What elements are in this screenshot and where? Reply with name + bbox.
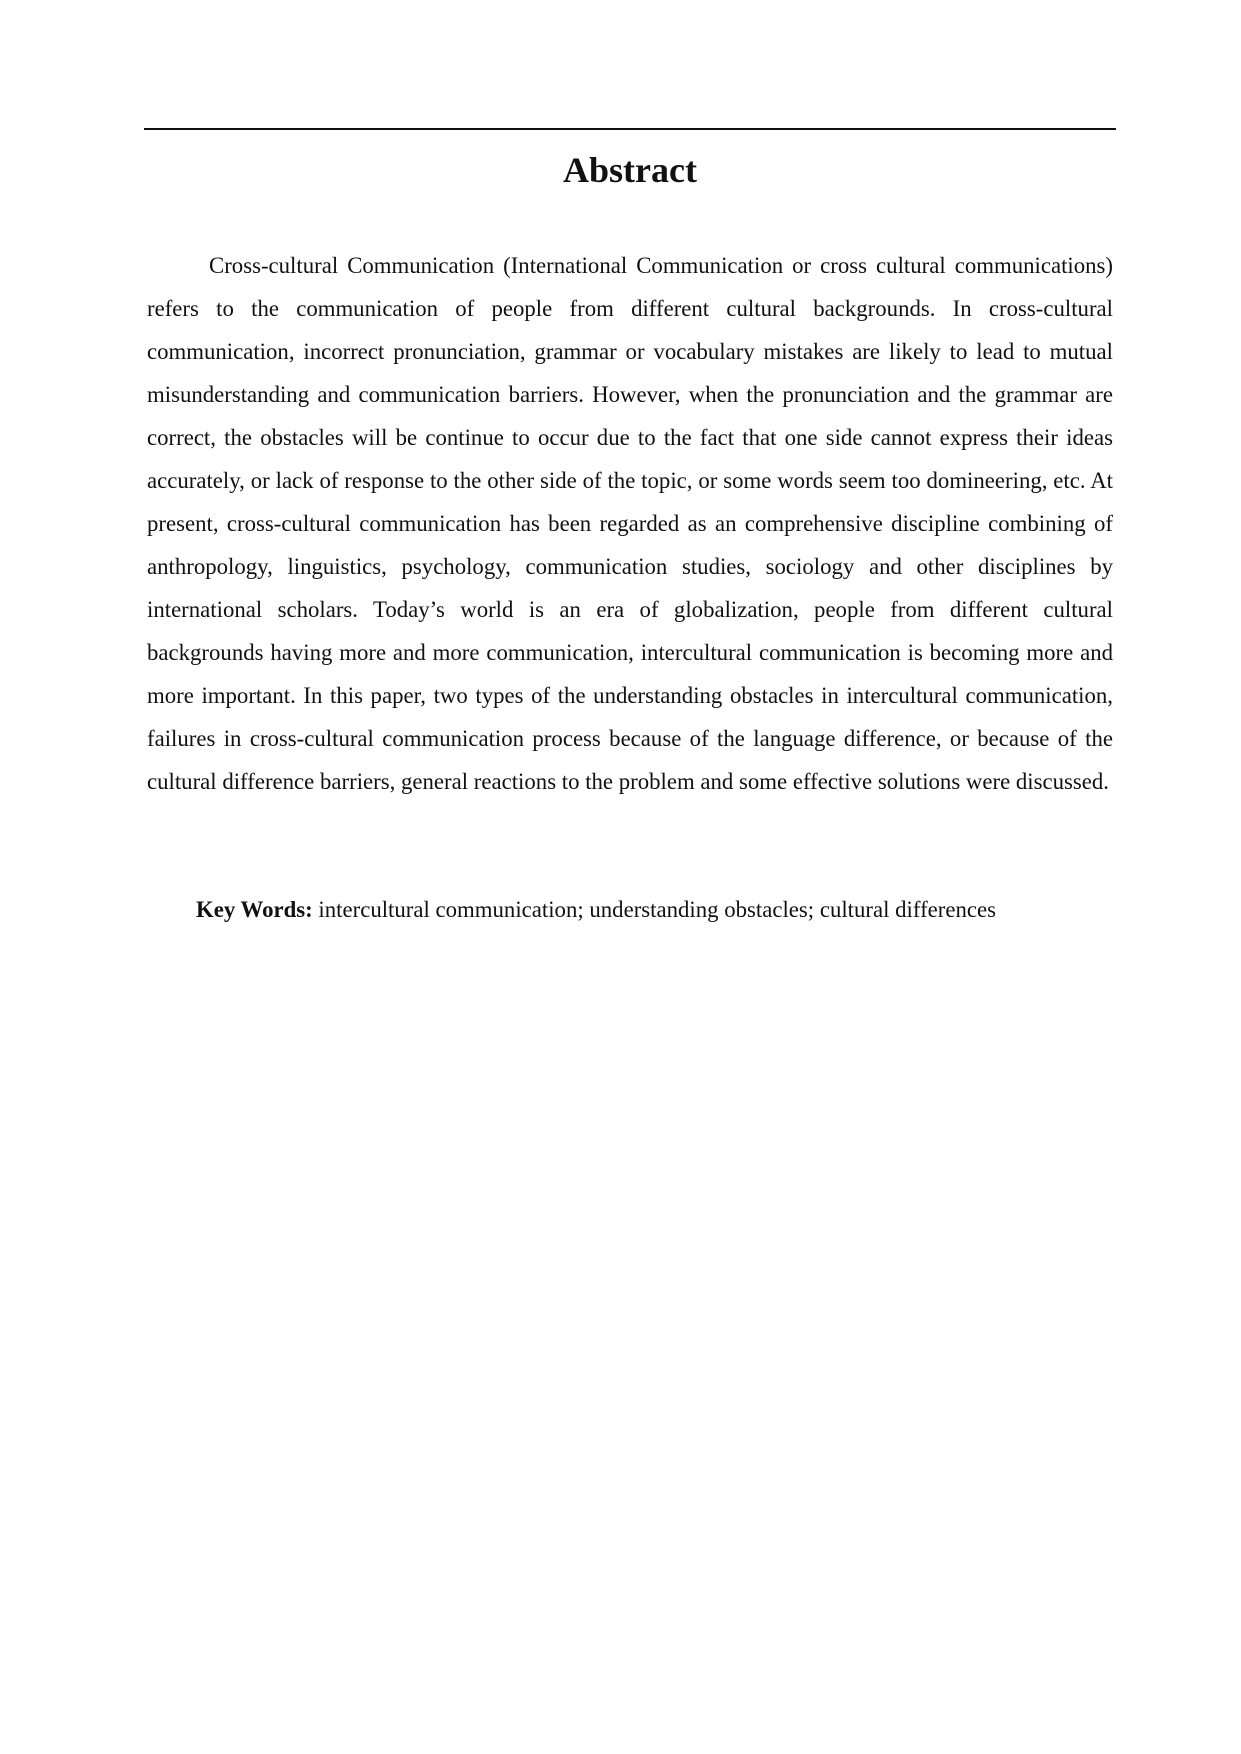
- header-rule: [144, 128, 1116, 130]
- keywords-text: intercultural communication; understanding obstacles; cultural differences: [312, 897, 996, 922]
- keywords-label: Key Words:: [196, 897, 313, 922]
- abstract-paragraph: Cross-cultural Communication (International Communication or cross cultural communications) refers to the communication of people from different cultural backgrounds. In cross-cultural communication, incorrect pronunciation, grammar or vocabulary mistakes are likely to lead to mutual misunderstanding and communication barriers. However, when the pronunciation and the grammar are correct, the obstacles will be continue to occur due to the fact that one side cannot express their ideas accurately, or lack of response to the other side of the topic, or some words seem too domineering, etc. At present, cross-cultural communication has been regarded as an comprehensive discipline combining of anthropology, linguistics, psychology, communication studies, sociology and other disciplines by international scholars. Today’s world is an era of globalization, people from different cultural backgrounds having more and more communication, intercultural communication is becoming more and more important. In this paper, two types of the understanding obstacles in intercultural communication, failures in cross-cultural communication process because of the language difference, or because of the cultural difference barriers, general reactions to the problem and some effective solutions were discussed.: [147, 253, 1113, 794]
- page-title: Abstract: [563, 150, 697, 190]
- keywords-line: [147, 888, 1113, 931]
